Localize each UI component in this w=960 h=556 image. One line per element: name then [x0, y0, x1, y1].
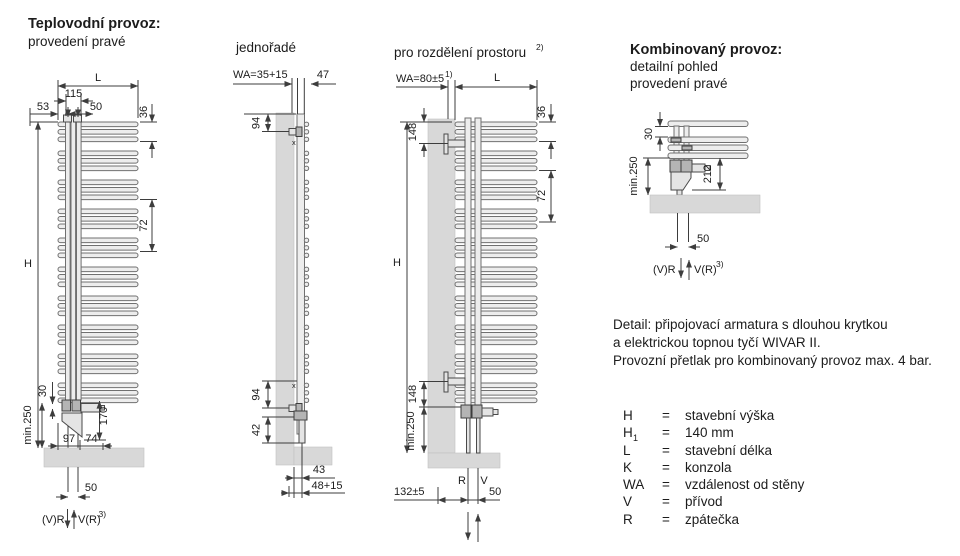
note-line-1: Detail: připojovací armatura s dlouhou krytkou [613, 317, 888, 332]
dim-label-97: 97 [62, 433, 76, 445]
dim-label-94-bottom: 94 [250, 388, 263, 401]
note-line-2: a elektrickou topnou tyčí WIVAR II. [613, 335, 821, 350]
d3-floor-slab [428, 453, 500, 468]
dim-label-148-bottom: 148 [407, 384, 419, 404]
d4-subtitle1: detailní pohled [630, 59, 718, 74]
dim-label-72: 72 [536, 189, 548, 203]
diagram-combined-operation-detail [628, 42, 782, 280]
bracket-mark: x [292, 138, 296, 147]
dim-label-48-15: 48+15 [311, 480, 343, 492]
dim-label-212: 212 [702, 164, 714, 184]
legend-desc: stavební délka [685, 443, 773, 458]
d1-title: Teplovodní provoz: [28, 16, 161, 32]
wa-footnote-ref: 1) [445, 69, 453, 79]
d4-floor-slab [650, 195, 760, 213]
flow-footnote-ref: 3) [716, 259, 724, 269]
legend-symbol-subscript: 1 [633, 433, 639, 443]
dim-label-30: 30 [37, 384, 49, 398]
flow-supply-label: V(R) [694, 264, 717, 276]
d4-flow-direction [653, 258, 724, 280]
diagram-single-row-side-view [233, 40, 345, 498]
flow-return-label: (V)R [653, 264, 676, 276]
legend-row [623, 477, 805, 492]
dim-label-L: L [493, 72, 501, 84]
legend-equals: = [662, 494, 670, 509]
d4-subtitle2: provedení pravé [630, 76, 728, 91]
dim-label-42: 42 [250, 423, 263, 437]
legend-desc: přívod [685, 494, 723, 509]
bracket-mark: x [292, 381, 296, 390]
dim-label-min250: min.250 [628, 156, 640, 196]
d4-title: Kombinovaný provoz: [630, 42, 783, 58]
legend-desc: zpátečka [685, 512, 740, 527]
flow-return-label: (V)R [42, 514, 65, 526]
dim-label-94-top: 94 [250, 116, 263, 130]
collector-tube [465, 118, 471, 405]
legend-row [623, 408, 775, 423]
d2-floor-slab [294, 447, 332, 465]
legend-symbol: WA [623, 477, 645, 492]
dim-label-50: 50 [697, 233, 710, 245]
collector-tube [66, 114, 71, 400]
dim-label-36: 36 [536, 105, 548, 119]
legend-equals: = [662, 512, 670, 527]
legend-desc: vzdálenost od stěny [685, 477, 805, 492]
legend-symbol: H [623, 425, 633, 440]
label-supply-V: V [480, 475, 488, 487]
collector-tube [475, 118, 481, 405]
dim-label-36: 36 [138, 105, 150, 119]
dim-label-115: 115 [64, 88, 83, 100]
legend-symbol: K [623, 460, 633, 475]
dim-label-H: H [393, 257, 401, 269]
dim-label-30: 30 [643, 127, 655, 141]
dim-label-50: 50 [489, 486, 502, 498]
legend-symbol: H [623, 408, 633, 423]
dim-label-50-bottom: 50 [84, 482, 98, 494]
d2-title: jednořadé [236, 40, 297, 55]
label-return-R: R [458, 475, 466, 487]
d3-title: pro rozdělení prostoru [394, 45, 527, 60]
dim-label-wa: WA=35+15 [233, 69, 288, 81]
d1-flow-direction [42, 509, 106, 529]
dim-label-74: 74 [85, 433, 98, 445]
dim-label-min250: min.250 [405, 411, 417, 451]
dim-label-132: 132±5 [394, 486, 425, 498]
dim-label-53: 53 [36, 101, 50, 113]
d1-subtitle: provedení pravé [28, 34, 126, 49]
legend-table [623, 408, 805, 527]
legend-equals: = [662, 477, 670, 492]
dim-label-min250: min.250 [22, 405, 34, 445]
dim-label-47: 47 [316, 69, 330, 81]
flow-supply-label: V(R) [78, 514, 101, 526]
note-text [613, 317, 932, 368]
legend-equals: = [662, 425, 670, 440]
legend-desc: konzola [685, 460, 732, 475]
dim-label-50-top: 50 [89, 101, 103, 113]
d3-valve-assembly [461, 405, 498, 453]
dim-label-L: L [94, 72, 102, 84]
d3-title-footnote-ref: 2) [536, 42, 544, 52]
legend-equals: = [662, 460, 670, 475]
d2-wall-section [276, 113, 294, 465]
legend-row [623, 494, 723, 509]
dim-label-H: H [24, 258, 32, 270]
d1-floor-slab [44, 448, 144, 467]
legend-row [623, 460, 732, 475]
dim-label-43: 43 [312, 464, 326, 476]
diagram-room-divider-view [393, 42, 556, 542]
note-line-3: Provozní přetlak pro kombinovaný provoz max. 4 bar. [613, 353, 932, 368]
diagram-hot-water-front-view [22, 16, 161, 529]
legend-row [623, 512, 740, 527]
legend-equals: = [662, 443, 670, 458]
dim-label-170: 170 [98, 406, 110, 426]
legend-symbol: R [623, 512, 633, 527]
flow-footnote-ref: 3) [98, 509, 107, 519]
legend-equals: = [662, 408, 670, 423]
legend-row [623, 425, 734, 443]
dim-label-148-top: 148 [407, 122, 419, 142]
dim-label-72: 72 [138, 219, 150, 232]
collector-tube [71, 114, 76, 400]
collector-tube-side [297, 114, 305, 434]
d3-wall-section [428, 119, 455, 453]
legend-symbol: V [623, 494, 633, 509]
legend-row [623, 443, 773, 458]
collector-tube [77, 114, 82, 400]
legend-symbol: L [623, 443, 631, 458]
legend-desc: 140 mm [685, 425, 734, 440]
legend-desc: stavební výška [685, 408, 775, 423]
dim-label-wa: WA=80±5 [396, 73, 445, 85]
